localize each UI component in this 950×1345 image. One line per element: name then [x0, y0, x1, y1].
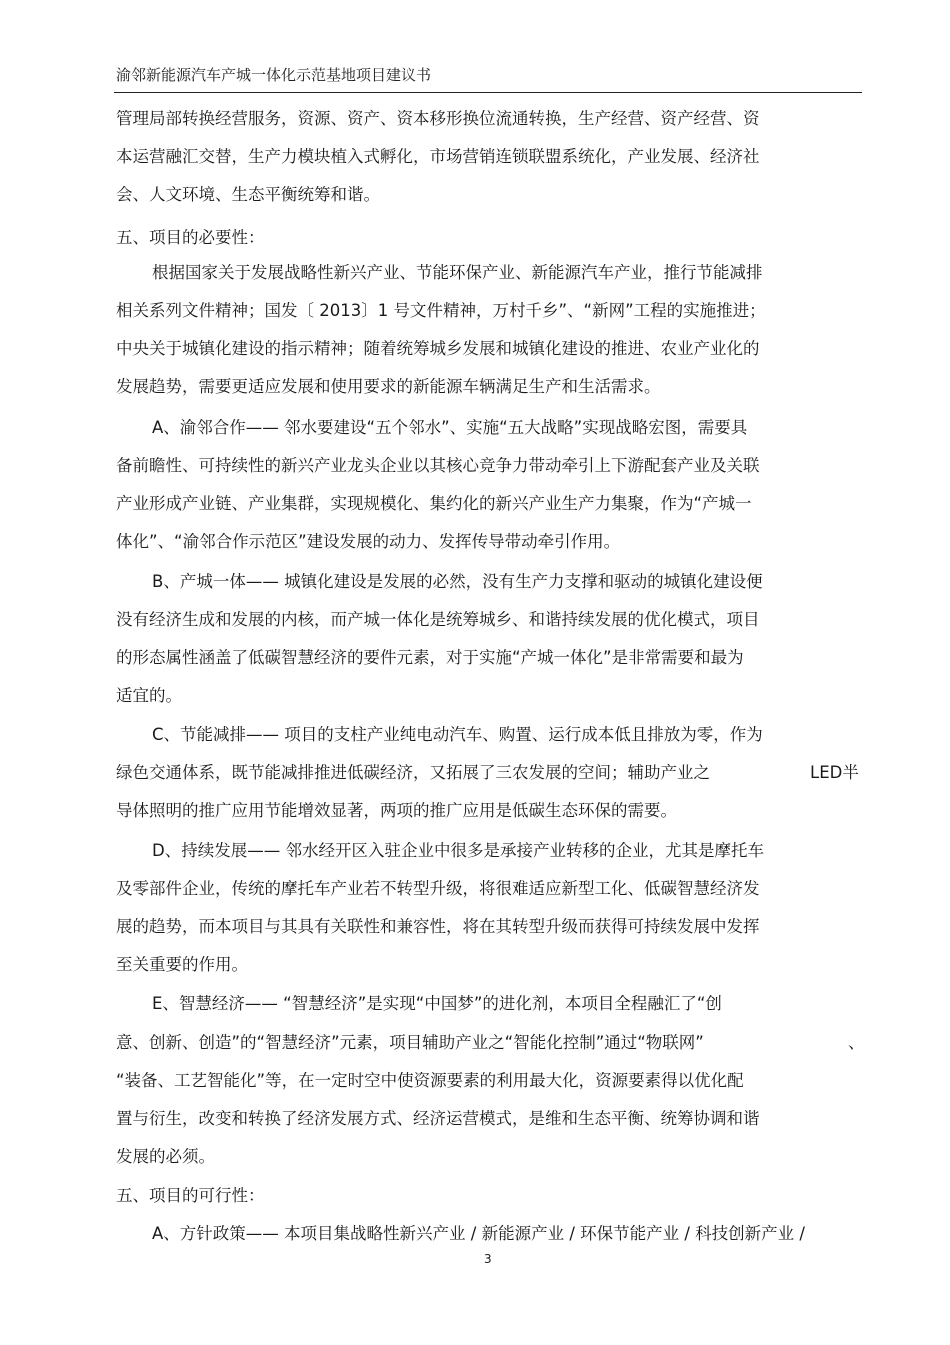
- text-line: 会、人文环境、生态平衡统筹和谐。: [116, 185, 380, 204]
- section-heading: 五、项目的可行性：: [116, 1186, 265, 1205]
- text-line: D、持续发展—— 邻水经开区入驻企业中很多是承接产业转移的企业，尤其是摩托车: [152, 841, 764, 860]
- text-line: B、产城一体—— 城镇化建设是发展的必然，没有生产力支撑和驱动的城镇化建设便: [152, 572, 763, 591]
- text-line: 至关重要的作用。: [116, 955, 248, 974]
- text-line: 意、创新、创造”的“智慧经济”元素，项目辅助产业之“智能化控制”通过“物联网”: [116, 1033, 704, 1052]
- led-fragment: LED半: [810, 763, 859, 782]
- header-rule: [114, 92, 862, 93]
- text-line: 根据国家关于发展战略性新兴产业、节能环保产业、新能源汽车产业，推行节能减排: [152, 263, 763, 282]
- text-line: “装备、工艺智能化”等，在一定时空中使资源要素的利用最大化，资源要素得以优化配: [116, 1071, 744, 1090]
- text-line: 的形态属性涵盖了低碳智慧经济的要件元素，对于实施“产城一体化”是非常需要和最为: [116, 648, 744, 667]
- text-line: C、节能减排—— 项目的支柱产业纯电动汽车、购置、运行成本低且排放为零，作为: [152, 725, 763, 744]
- text-line: 发展趋势，需要更适应发展和使用要求的新能源车辆满足生产和生活需求。: [116, 377, 661, 396]
- text-line: A、渝邻合作—— 邻水要建设“五个邻水”、实施“五大战略”实现战略宏图，需要具: [152, 418, 748, 437]
- text-line: 备前瞻性、可持续性的新兴产业龙头企业以其核心竞争力带动牵引上下游配套产业及关联: [116, 456, 760, 475]
- text-line: A、方针政策—— 本项目集战略性新兴产业 / 新能源产业 / 环保节能产业 / 科技创新产业 /: [152, 1224, 805, 1243]
- text-line: 导体照明的推广应用节能增效显著，两项的推广应用是低碳生态环保的需要。: [116, 801, 677, 820]
- running-header: 渝邻新能源汽车产城一体化示范基地项目建议书: [116, 66, 432, 84]
- text-line: 本运营融汇交替，生产力模块植入式孵化，市场营销连锁联盟系统化，产业发展、经济社: [116, 147, 760, 166]
- text-line: 适宜的。: [116, 686, 182, 705]
- text-line: 绿色交通体系，既节能减排推进低碳经济，又拓展了三农发展的空间；辅助产业之: [116, 763, 710, 782]
- text-line: 发展的必须。: [116, 1147, 215, 1166]
- page-number: 3: [484, 1252, 492, 1266]
- text-line: 置与衍生，改变和转换了经济发展方式、经济运营模式，是维和生态平衡、统筹协调和谐: [116, 1109, 760, 1128]
- comma-fragment: 、: [848, 1033, 865, 1052]
- text-line: 没有经济生成和发展的内核，而产城一体化是统筹城乡、和谐持续发展的优化模式，项目: [116, 610, 760, 629]
- text-line: 相关系列文件精神；国发〔 2013〕1 号文件精神，万村千乡”、“新网”工程的实施推进；: [116, 301, 766, 320]
- text-line: 展的趋势，而本项目与其具有关联性和兼容性，将在其转型升级而获得可持续发展中发挥: [116, 917, 760, 936]
- text-line: 产业形成产业链、产业集群，实现规模化、集约化的新兴产业生产力集聚，作为“产城一: [116, 494, 752, 513]
- text-line: 及零部件企业，传统的摩托车产业若不转型升级，将很难适应新型工化、低碳智慧经济发: [116, 879, 760, 898]
- text-line: E、智慧经济—— “智慧经济”是实现“中国梦”的进化剂，本项目全程融汇了“创: [152, 994, 722, 1013]
- text-line: 体化”、“渝邻合作示范区”建设发展的动力、发挥传导带动牵引作用。: [116, 532, 621, 551]
- section-heading: 五、项目的必要性：: [116, 228, 265, 247]
- text-line: 中央关于城镇化建设的指示精神；随着统筹城乡发展和城镇化建设的推进、农业产业化的: [116, 339, 760, 358]
- text-line: 管理局部转换经营服务，资源、资产、资本移形换位流通转换，生产经营、资产经营、资: [116, 109, 760, 128]
